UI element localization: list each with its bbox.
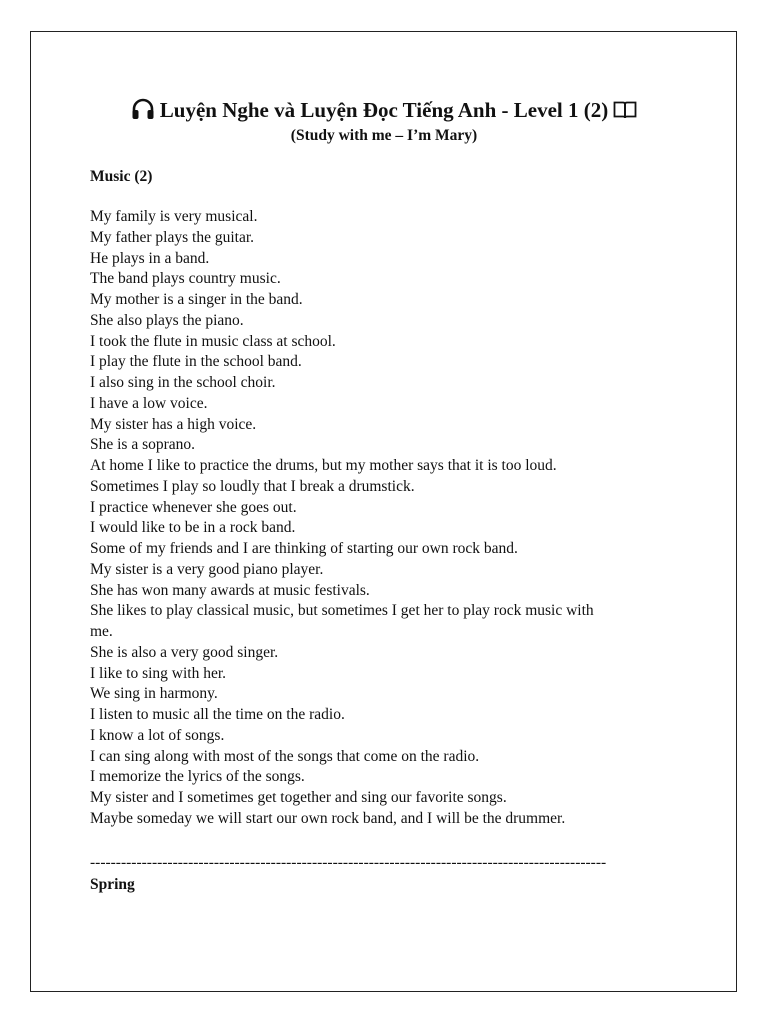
text-line: Sometimes I play so loudly that I break a drumstick. xyxy=(90,477,415,495)
text-line: My father plays the guitar. xyxy=(90,228,254,246)
text-line: My mother is a singer in the band. xyxy=(90,291,303,308)
text-line: I practice whenever she goes out. xyxy=(90,498,297,516)
text-line: He plays in a band. xyxy=(90,249,210,267)
headphones-icon xyxy=(131,98,155,120)
text-line: I memorize the lyrics of the songs. xyxy=(90,768,305,786)
text-line: At home I like to practice the drums, but my mother says that it is too loud. xyxy=(90,457,557,474)
text-line: I listen to music all the time on the radio. xyxy=(90,706,345,723)
text-line: My sister has a high voice. xyxy=(90,415,257,433)
section-divider: ---------------------------------------------------------------------------------------------------- xyxy=(90,854,607,871)
text-line: We sing in harmony. xyxy=(90,685,218,703)
document-title-row xyxy=(0,96,768,124)
text-line: I know a lot of songs. xyxy=(90,726,225,744)
text-line: I can sing along with most of the songs that come on the radio. xyxy=(90,747,480,765)
section-heading-music: Music (2) xyxy=(90,168,153,185)
text-line: I play the flute in the school band. xyxy=(90,353,302,371)
text-line: The band plays country music. xyxy=(90,270,281,288)
text-line: Some of my friends and I are thinking of starting our own rock band. xyxy=(90,540,518,557)
section-heading-spring: Spring xyxy=(90,876,135,893)
text-line: Maybe someday we will start our own rock band, and I will be the drummer. xyxy=(90,809,566,827)
text-line: She likes to play classical music, but sometimes I get her to play rock music with xyxy=(90,602,594,620)
text-line: My sister and I sometimes get together and sing our favorite songs. xyxy=(90,789,507,806)
document-subtitle: (Study with me – I’m Mary) xyxy=(290,127,478,144)
music-text-block xyxy=(90,207,680,830)
text-line: me. xyxy=(90,623,113,640)
text-line: I took the flute in music class at school. xyxy=(90,332,336,350)
text-line: My sister is a very good piano player. xyxy=(90,560,324,578)
text-line: She has won many awards at music festivals. xyxy=(90,581,370,599)
text-line: I like to sing with her. xyxy=(90,664,227,682)
open-book-icon xyxy=(613,100,637,120)
text-line: She also plays the piano. xyxy=(90,311,244,329)
text-line: I have a low voice. xyxy=(90,394,208,412)
text-line: I would like to be in a rock band. xyxy=(90,519,296,537)
text-line: I also sing in the school choir. xyxy=(90,374,276,391)
text-line: She is also a very good singer. xyxy=(90,643,279,661)
text-line: She is a soprano. xyxy=(90,436,196,454)
document-title: Luyện Nghe và Luyện Đọc Tiếng Anh - Level 1 (2) xyxy=(159,98,609,122)
text-line: My family is very musical. xyxy=(90,208,258,225)
